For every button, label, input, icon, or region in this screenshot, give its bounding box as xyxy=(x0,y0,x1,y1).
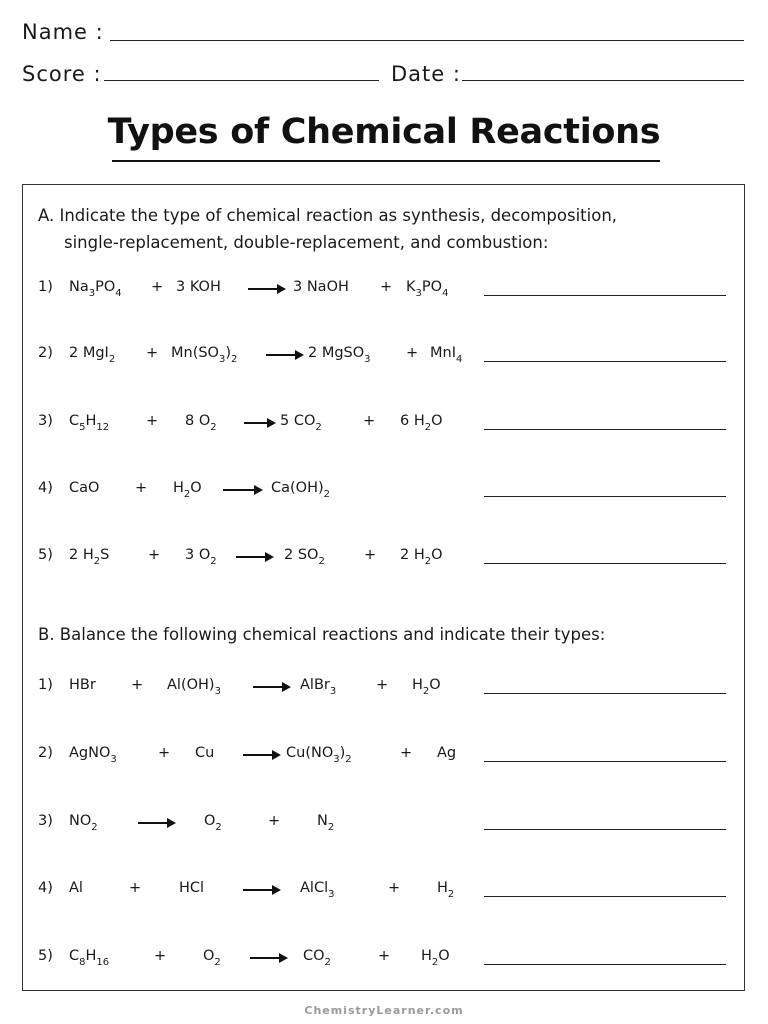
item-number: 3) xyxy=(38,813,53,829)
chemical-term: $NO_2$ xyxy=(69,813,98,833)
item-number: 5) xyxy=(38,948,53,964)
reaction-arrow-icon xyxy=(266,354,302,356)
answer-blank[interactable] xyxy=(484,761,726,762)
chemical-term: $CO_2$ xyxy=(303,948,331,968)
section-b-equation-3 xyxy=(38,813,738,843)
chemical-term: HCl xyxy=(179,880,205,896)
reaction-arrow-icon xyxy=(236,556,272,558)
answer-blank[interactable] xyxy=(484,964,726,965)
chemical-term: 8 $O_2$ xyxy=(185,413,217,433)
site-watermark: ChemistryLearner.com xyxy=(304,1004,464,1017)
item-number: 4) xyxy=(38,480,53,496)
date-field[interactable] xyxy=(462,80,744,81)
item-number: 1) xyxy=(38,279,53,295)
answer-blank[interactable] xyxy=(484,693,726,694)
chemical-term: 3 NaOH xyxy=(293,279,349,295)
plus-sign: + xyxy=(146,413,159,429)
section-a-equation-1 xyxy=(38,279,738,309)
chemical-term: 2 MgSO$_3$ xyxy=(308,345,371,365)
chemical-term: $C_8H_{16}$ xyxy=(69,948,110,968)
plus-sign: + xyxy=(268,813,281,829)
plus-sign: + xyxy=(129,880,142,896)
chemical-term: $K_3PO_4$ xyxy=(406,279,449,299)
chemical-term: MnI$_4$ xyxy=(430,345,463,365)
chemical-term: Al xyxy=(69,880,83,896)
chemical-term: 3 $O_2$ xyxy=(185,547,217,567)
plus-sign: + xyxy=(135,480,148,496)
chemical-term: CaO xyxy=(69,480,100,496)
chemical-term: 3 KOH xyxy=(176,279,221,295)
page-title: Types of Chemical Reactions xyxy=(107,112,661,152)
chemical-term: $O_2$ xyxy=(204,813,222,833)
chemical-term: Ag xyxy=(437,745,457,761)
chemical-term: $N_2$ xyxy=(317,813,335,833)
chemical-term: Cu xyxy=(195,745,215,761)
answer-blank[interactable] xyxy=(484,361,726,362)
plus-sign: + xyxy=(148,547,161,563)
reaction-arrow-icon xyxy=(138,822,174,824)
plus-sign: + xyxy=(154,948,167,964)
chemical-term: 2 MgI$_2$ xyxy=(69,345,116,365)
plus-sign: + xyxy=(151,279,164,295)
reaction-arrow-icon xyxy=(243,754,279,756)
answer-blank[interactable] xyxy=(484,496,726,497)
reaction-arrow-icon xyxy=(253,686,289,688)
reaction-arrow-icon xyxy=(250,957,286,959)
section-a-equation-4 xyxy=(38,480,738,510)
plus-sign: + xyxy=(388,880,401,896)
reaction-arrow-icon xyxy=(223,489,261,491)
plus-sign: + xyxy=(364,547,377,563)
reaction-arrow-icon xyxy=(243,889,279,891)
chemical-term: HBr xyxy=(69,677,96,693)
plus-sign: + xyxy=(380,279,393,295)
chemical-term: $Cu(NO_3)_2$ xyxy=(286,745,352,765)
section-b-equation-4 xyxy=(38,880,738,910)
chemical-term: $H_2O$ xyxy=(173,480,202,500)
chemical-term: $Ca(OH)_2$ xyxy=(271,480,331,500)
item-number: 2) xyxy=(38,345,53,361)
item-number: 1) xyxy=(38,677,53,693)
chemical-term: $H_2O$ xyxy=(412,677,441,697)
section-a-equation-5 xyxy=(38,547,738,577)
chemical-term: 2 $H_2S$ xyxy=(69,547,110,567)
section-a-instructions xyxy=(38,202,617,256)
section-b-line-1: B. Balance the following chemical reactions and indicate their types: xyxy=(38,625,606,644)
section-b-equation-1 xyxy=(38,677,738,707)
section-b-equation-2 xyxy=(38,745,738,775)
section-b-instructions xyxy=(38,621,605,648)
chemical-term: $H_2O$ xyxy=(421,948,450,968)
name-field[interactable] xyxy=(110,40,744,41)
chemical-term: $C_5H_{12}$ xyxy=(69,413,110,433)
chemical-term: AgNO$_3$ xyxy=(69,745,117,765)
plus-sign: + xyxy=(378,948,391,964)
answer-blank[interactable] xyxy=(484,829,726,830)
plus-sign: + xyxy=(376,677,389,693)
chemical-term: 5 $CO_2$ xyxy=(280,413,322,433)
reaction-arrow-icon xyxy=(248,288,284,290)
chemical-term: 2 $H_2O$ xyxy=(400,547,443,567)
score-label: Score : xyxy=(22,62,102,86)
name-label: Name : xyxy=(22,20,104,44)
chemical-term: 2 $SO_2$ xyxy=(284,547,325,567)
reaction-arrow-icon xyxy=(244,422,274,424)
plus-sign: + xyxy=(400,745,413,761)
plus-sign: + xyxy=(158,745,171,761)
item-number: 4) xyxy=(38,880,53,896)
score-field[interactable] xyxy=(104,80,379,81)
date-label: Date : xyxy=(391,62,461,86)
chemical-term: $Mn(SO_3)_2$ xyxy=(171,345,238,365)
answer-blank[interactable] xyxy=(484,896,726,897)
chemical-term: $O_2$ xyxy=(203,948,221,968)
chemical-term: AlCl$_3$ xyxy=(300,880,335,900)
item-number: 2) xyxy=(38,745,53,761)
chemical-term: 6 $H_2O$ xyxy=(400,413,443,433)
item-number: 5) xyxy=(38,547,53,563)
plus-sign: + xyxy=(146,345,159,361)
answer-blank[interactable] xyxy=(484,429,726,430)
chemical-term: $Na_3PO_4$ xyxy=(69,279,122,299)
plus-sign: + xyxy=(131,677,144,693)
answer-blank[interactable] xyxy=(484,563,726,564)
title-underline xyxy=(112,160,660,162)
chemical-term: $Al(OH)_3$ xyxy=(167,677,221,697)
item-number: 3) xyxy=(38,413,53,429)
section-b-equation-5 xyxy=(38,948,738,978)
section-a-equation-3 xyxy=(38,413,738,443)
section-a-line-1: A. Indicate the type of chemical reaction as synthesis, decomposition, xyxy=(38,206,618,225)
answer-blank[interactable] xyxy=(484,295,726,296)
plus-sign: + xyxy=(363,413,376,429)
section-a-equation-2 xyxy=(38,345,738,375)
section-a-line-2: single-replacement, double-replacement, and combustion: xyxy=(64,233,549,252)
chemical-term: $H_2$ xyxy=(437,880,455,900)
plus-sign: + xyxy=(406,345,419,361)
chemical-term: AlBr$_3$ xyxy=(300,677,337,697)
